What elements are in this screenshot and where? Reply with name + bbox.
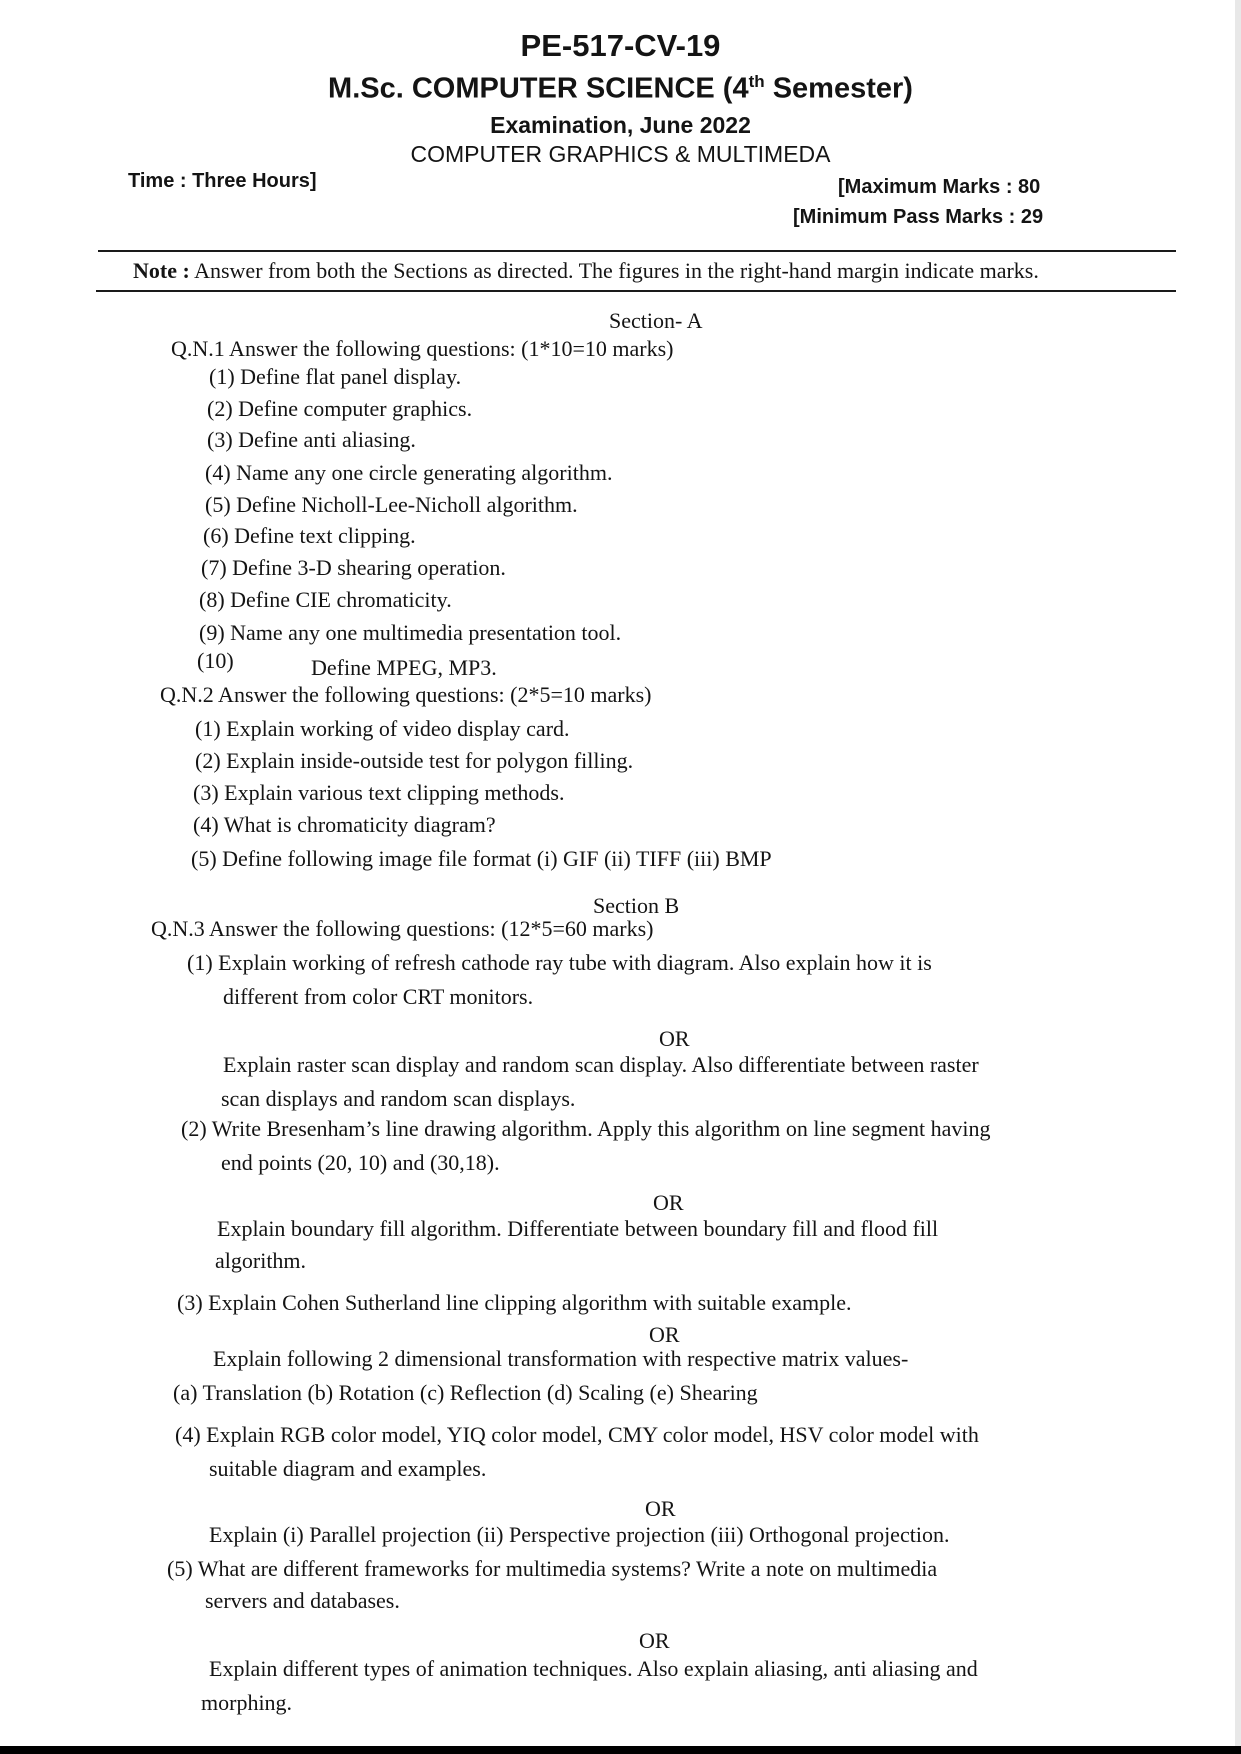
- q1-item: (3) Define anti aliasing.: [207, 427, 416, 452]
- q3-3-option-b: Explain following 2 dimensional transformation with respective matrix values-: [213, 1346, 909, 1371]
- section-a-title: Section- A: [609, 308, 703, 333]
- or-separator: OR: [659, 1026, 690, 1051]
- or-separator: OR: [649, 1322, 680, 1347]
- q1-item: (6) Define text clipping.: [203, 523, 416, 548]
- note: [133, 258, 1039, 284]
- q1-item: (8) Define CIE chromaticity.: [199, 587, 452, 612]
- q3-2-option-a: (2) Write Bresenham’s line drawing algorithm. Apply this algorithm on line segment having: [181, 1116, 991, 1141]
- min-pass-marks: [Minimum Pass Marks : 29: [793, 206, 1044, 228]
- q2-item: (2) Explain inside-outside test for polygon filling.: [195, 748, 634, 773]
- q3-3-option-b-list: (a) Translation (b) Rotation (c) Reflection (d) Scaling (e) Shearing: [173, 1380, 758, 1405]
- note-text: Answer from both the Sections as directed. The figures in the right-hand margin indicate marks.: [189, 258, 1039, 283]
- max-marks: [Maximum Marks : 80: [838, 176, 1041, 198]
- q3-1-option-a: (1) Explain working of refresh cathode ray tube with diagram. Also explain how it is: [187, 950, 932, 975]
- q3-1-option-b-cont: scan displays and random scan displays.: [221, 1086, 576, 1111]
- q3-5-option-a: (5) What are different frameworks for multimedia systems? Write a note on multimedia: [167, 1556, 938, 1581]
- q3-5-option-a-cont: servers and databases.: [205, 1588, 400, 1613]
- q1-item: (9) Name any one multimedia presentation tool.: [199, 620, 622, 645]
- q2-item: (1) Explain working of video display card.: [195, 716, 570, 741]
- exam-title: Examination, June 2022: [490, 112, 751, 138]
- course-title-main: M.Sc. COMPUTER SCIENCE (4: [328, 72, 749, 105]
- q3-4-option-b: Explain (i) Parallel projection (ii) Perspective projection (iii) Orthogonal projection.: [209, 1522, 950, 1547]
- q1-item: (5) Define Nicholl-Lee-Nicholl algorithm.: [205, 492, 578, 517]
- or-separator: OR: [645, 1496, 676, 1521]
- note-label: Note :: [133, 258, 190, 283]
- section-b-title: Section B: [593, 893, 680, 918]
- q2-item: (5) Define following image file format (i) GIF (ii) TIFF (iii) BMP: [191, 846, 772, 871]
- q2-item: (3) Explain various text clipping methods.: [193, 780, 565, 805]
- course-title-superscript: th: [748, 72, 765, 91]
- course-title-tail: Semester): [764, 72, 913, 105]
- q3-2-option-b: Explain boundary fill algorithm. Differentiate between boundary fill and flood fill: [217, 1216, 939, 1241]
- subject-title: COMPUTER GRAPHICS & MULTIMEDA: [410, 141, 831, 167]
- q3-1-option-a-cont: different from color CRT monitors.: [223, 984, 534, 1009]
- q2-item: (4) What is chromaticity diagram?: [193, 812, 496, 837]
- q1-item: (2) Define computer graphics.: [207, 396, 473, 421]
- or-separator: OR: [639, 1628, 670, 1653]
- q1-item: (4) Name any one circle generating algorithm.: [205, 460, 613, 485]
- top-divider: [98, 250, 1176, 252]
- q3-4-option-a-cont: suitable diagram and examples.: [209, 1456, 487, 1481]
- q3-4-option-a: (4) Explain RGB color model, YIQ color model, CMY color model, HSV color model with: [175, 1422, 979, 1447]
- scan-bottom-border: [0, 1746, 1241, 1754]
- q3-heading: Q.N.3 Answer the following questions: (12*5=60 marks): [151, 916, 654, 941]
- course-title: [0, 72, 1241, 106]
- q1-item-10-number: (10): [197, 648, 234, 673]
- or-separator: OR: [653, 1190, 684, 1215]
- q1-item-10-text: Define MPEG, MP3.: [311, 655, 497, 680]
- paper-code: PE-517-CV-19: [520, 28, 721, 63]
- time-label: Time : Three Hours]: [128, 170, 317, 192]
- q3-2-option-a-cont: end points (20, 10) and (30,18).: [221, 1150, 500, 1175]
- q3-1-option-b: Explain raster scan display and random scan display. Also differentiate between raster: [223, 1052, 979, 1077]
- q2-heading: Q.N.2 Answer the following questions: (2*5=10 marks): [160, 682, 652, 707]
- note-divider: [96, 290, 1176, 292]
- q3-2-option-b-cont: algorithm.: [215, 1248, 307, 1273]
- q3-5-option-b: Explain different types of animation techniques. Also explain aliasing, anti aliasing and: [209, 1656, 978, 1681]
- q1-heading: Q.N.1 Answer the following questions: (1*10=10 marks): [171, 336, 674, 361]
- q1-item: (1) Define flat panel display.: [209, 364, 462, 389]
- q3-3-option-a: (3) Explain Cohen Sutherland line clipping algorithm with suitable example.: [177, 1290, 852, 1315]
- scan-edge: [1235, 0, 1241, 1754]
- q1-item: (7) Define 3-D shearing operation.: [201, 555, 506, 580]
- q3-5-option-b-cont: morphing.: [201, 1690, 293, 1715]
